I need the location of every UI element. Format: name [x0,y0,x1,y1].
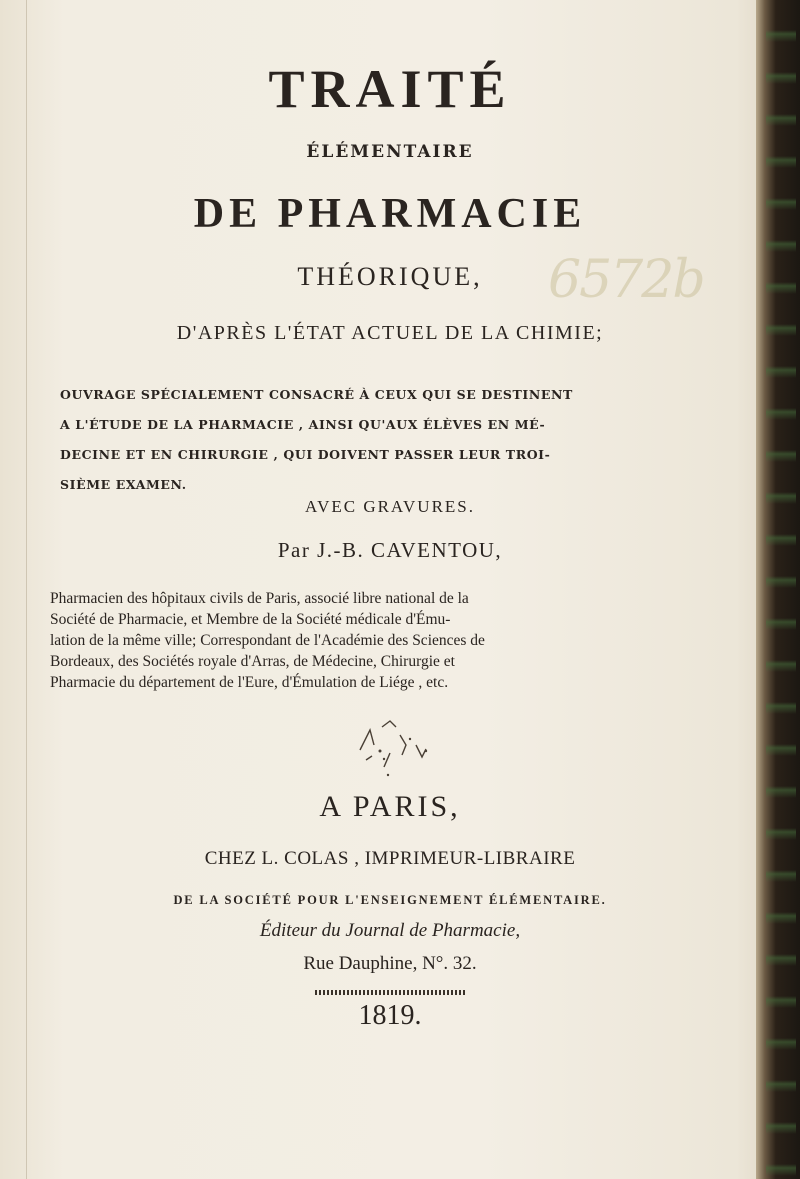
printer-ornament-icon [330,705,450,785]
illustrations-note: AVEC GRAVURES. [304,497,476,516]
subtitle-line-1: OUVRAGE SPÉCIALEMENT CONSACRÉ À CEUX QUI SE DESTINENT [60,387,573,402]
page-edge-rule [26,0,27,1179]
imprint-address: Rue Dauphine, N°. 32. [303,953,477,974]
title-traite: TRAITÉ [268,59,512,119]
credentials-line-2: Société de Pharmacie, et Membre de la Société médicale d'Ému- [50,611,451,628]
imprint-city: A PARIS, [319,790,461,823]
title-theorique: THÉORIQUE, [297,262,483,291]
imprint-editor: Éditeur du Journal de Pharmacie, [259,920,521,941]
title-elementaire: ÉLÉMENTAIRE [306,142,474,162]
credentials-line-5: Pharmacie du département de l'Eure, d'Émulation de Liége , etc. [50,674,449,691]
library-stamp: 6572b [548,250,704,310]
credentials-line-1: Pharmacien des hôpitaux civils de Paris, associé libre national de la [50,590,469,607]
credentials-line-3: lation de la même ville; Correspondant de l'Académie des Sciences de [50,632,485,649]
author-line: Par J.-B. CAVENTOU, [277,538,503,562]
imprint-society: DE LA SOCIÉTÉ POUR L'ENSEIGNEMENT ÉLÉMENTAIRE. [173,893,607,907]
subtitle-paragraph [60,380,720,500]
imprint-publisher: CHEZ L. COLAS , IMPRIMEUR-LIBRAIRE [204,848,576,869]
credentials-line-4: Bordeaux, des Sociétés royale d'Arras, de Médecine, Chirurgie et [50,653,455,670]
subtitle-line-3: DECINE ET EN CHIRURGIE , QUI DOIVENT PASSER LEUR TROI- [60,447,551,462]
title-de-pharmacie: DE PHARMACIE [193,191,587,237]
book-binding-edge [756,0,800,1179]
subtitle-line-2: A L'ÉTUDE DE LA PHARMACIE , AINSI QU'AUX ÉLÈVES EN MÉ- [60,417,546,432]
subtitle-line-4: SIÈME EXAMEN. [60,477,187,492]
decorative-rule [315,990,465,995]
imprint-year: 1819. [358,1000,422,1031]
author-credentials [50,588,730,693]
title-chimie-line: D'APRÈS L'ÉTAT ACTUEL DE LA CHIMIE; [176,322,604,344]
